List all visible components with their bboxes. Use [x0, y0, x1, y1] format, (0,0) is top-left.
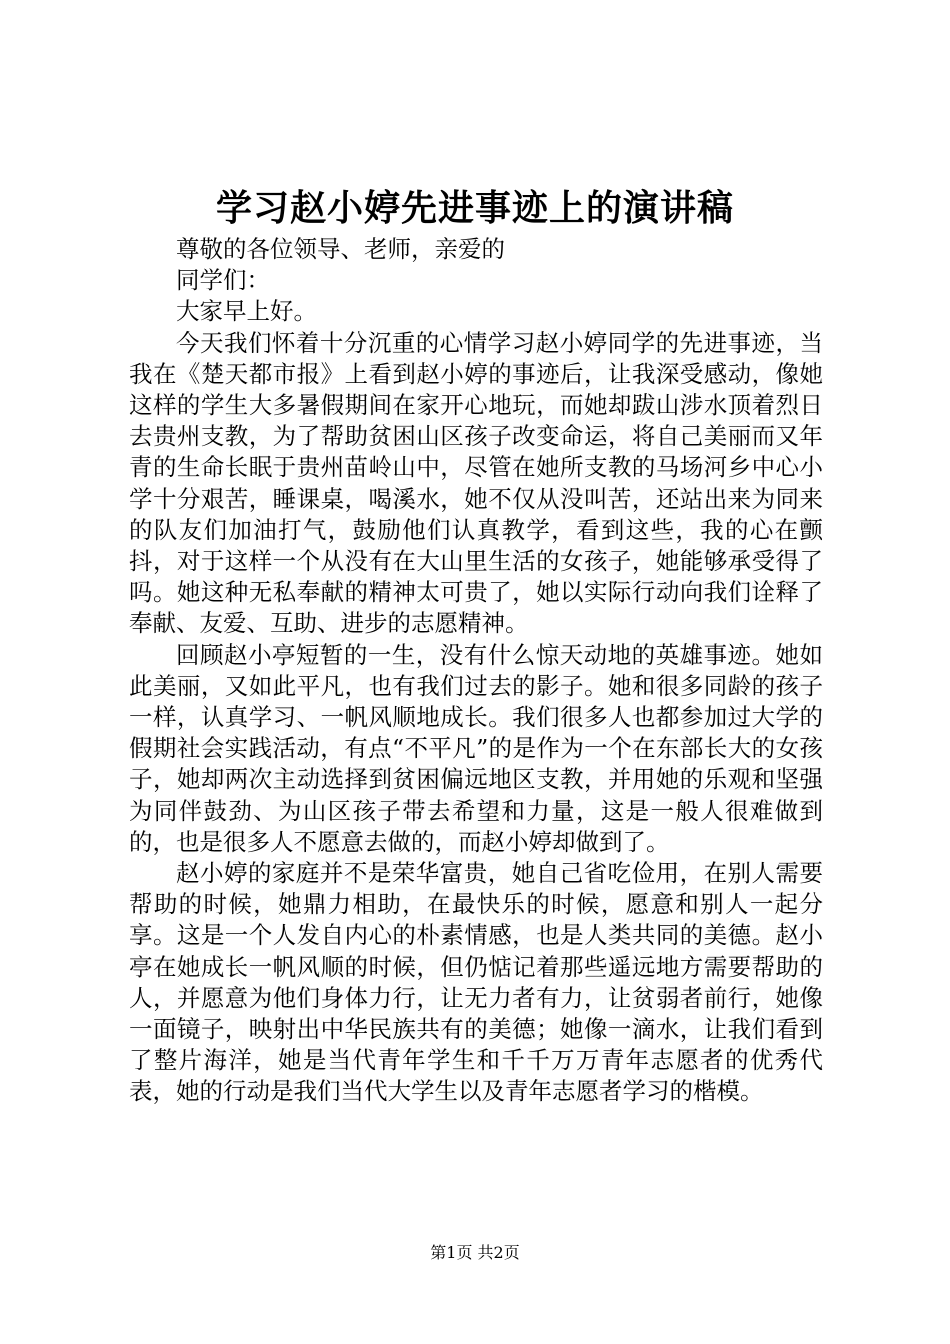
greeting: 大家早上好。 — [176, 297, 317, 326]
page-number-footer: 第1页 共2页 — [430, 1243, 520, 1262]
speech-body — [129, 234, 823, 1108]
paragraph-1: 今天我们怀着十分沉重的心情学习赵小婷同学的先进事迹，当我在《楚天都市报》上看到赵小婷的事迹后，让我深受感动，像她这样的学生大多暑假期间在家开心地玩，而她却跋山涉水顶着烈日去贵州支教，为了帮助贫困山区孩子改变命运，将自己美丽而又年青的生命长眠于贵州苗岭山中，尽管在她所支教的马场河乡中心小学十分艰苦，睡课桌，喝溪水，她不仅从没叫苦，还站出来为同来的队友们加油打气，鼓励他们认真教学，看到这些，我的心在颤抖，对于这样一个从没有在大山里生活的女孩子，她能够承受得了吗。她这种无私奉献的精神太可贵了，她以实际行动向我们诠释了奉献、友爱、互助、进步的志愿精神。 — [129, 328, 823, 638]
page-title: 学习赵小婷先进事迹上的演讲稿 — [215, 187, 734, 229]
salutation-line-1: 尊敬的各位领导、老师，亲爱的 — [176, 235, 505, 263]
salutation-line-2: 同学们： — [176, 266, 270, 295]
paragraph-2: 回顾赵小亭短暂的一生，没有什么惊天动地的英雄事迹。她如此美丽，又如此平凡，也有我们过去的影子。她和很多同龄的孩子一样，认真学习、一帆风顺地成长。我们很多人也都参加过大学的假期社会实践活动，有点“不平凡”的是作为一个在东部长大的女孩子，她却两次主动选择到贫困偏远地区支教，并用她的乐观和坚强为同伴鼓劲、为山区孩子带去希望和力量，这是一般人很难做到的，也是很多人不愿意去做的，而赵小婷却做到了。 — [129, 640, 823, 856]
paragraph-3: 赵小婷的家庭并不是荣华富贵，她自己省吃俭用，在别人需要帮助的时候，她鼎力相助，在最快乐的时候，愿意和别人一起分享。这是一个人发自内心的朴素情感，也是人类共同的美德。赵小亭在她成长一帆风顺的时候，但仍惦记着那些遥远地方需要帮助的人，并愿意为他们身体力行，让无力者有力，让贫弱者前行，她像一面镜子，映射出中华民族共有的美德；她像一滴水，让我们看到了整片海洋，她是当代青年学生和千千万万青年志愿者的优秀代表，她的行动是我们当代大学生以及青年志愿者学习的楷模。 — [129, 859, 823, 1106]
